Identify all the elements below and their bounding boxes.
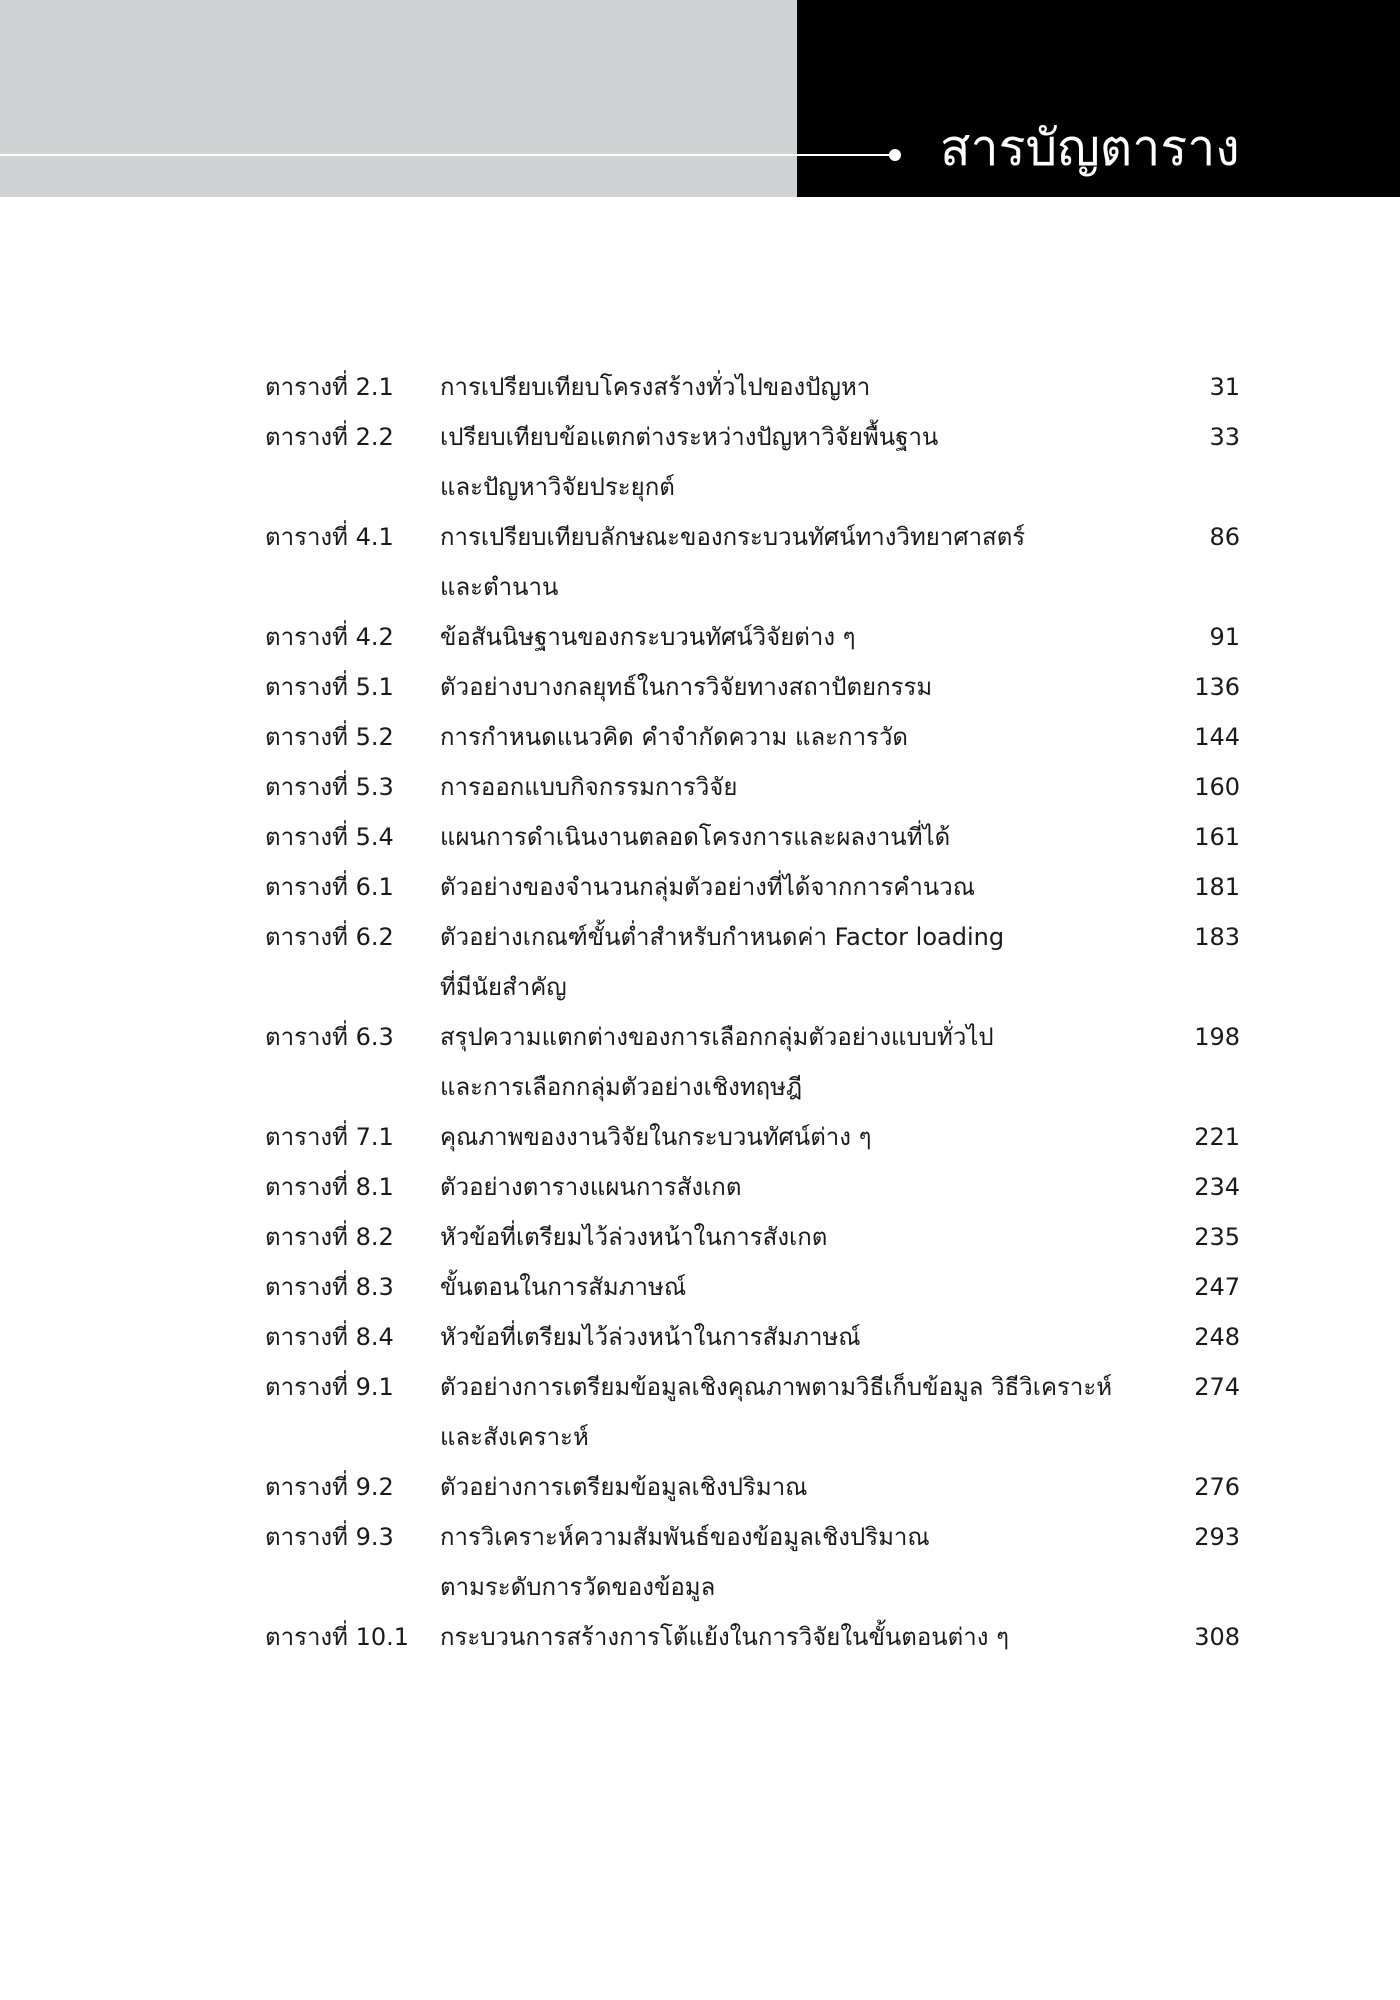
toc-entry-title-line: ขั้นตอนในการสัมภาษณ์ <box>440 1273 687 1301</box>
toc-entry-title-line: และสังเคราะห์ <box>440 1423 589 1451</box>
toc-entry-title-line: การกำหนดแนวคิด คำจำกัดความ และการวัด <box>440 723 909 751</box>
toc-entry-title <box>440 512 1160 612</box>
toc-entry-page-number: 198 <box>1194 1023 1240 1051</box>
header-rule-line <box>0 154 890 156</box>
toc-entry-title-line: ข้อสันนิษฐานของกระบวนทัศน์วิจัยต่าง ๆ <box>440 623 856 651</box>
toc-entry <box>265 1162 1240 1212</box>
toc-entry-label: ตารางที่ 8.4 <box>265 1323 394 1351</box>
toc-entry-title-line: หัวข้อที่เตรียมไว้ล่วงหน้าในการสังเกต <box>440 1223 828 1251</box>
toc-entry <box>265 712 1240 762</box>
toc-entry-title-line: ตัวอย่างตารางแผนการสังเกต <box>440 1173 742 1201</box>
toc-entry-title <box>440 812 1160 862</box>
toc-entry-page-number: 248 <box>1194 1323 1240 1351</box>
toc-entry-title <box>440 412 1160 512</box>
toc-entry-label: ตารางที่ 2.2 <box>265 423 394 451</box>
toc-entry-label: ตารางที่ 2.1 <box>265 373 394 401</box>
toc-entry-page-number: 276 <box>1194 1473 1240 1501</box>
toc-entry-title-line: สรุปความแตกต่างของการเลือกกลุ่มตัวอย่างแบบทั่วไป <box>440 1023 994 1051</box>
toc-entry-title-line: ตัวอย่างการเตรียมข้อมูลเชิงปริมาณ <box>440 1473 808 1501</box>
table-of-contents-list <box>265 362 1240 1662</box>
toc-entry <box>265 1262 1240 1312</box>
toc-entry-title <box>440 1512 1160 1612</box>
toc-entry <box>265 762 1240 812</box>
toc-entry <box>265 812 1240 862</box>
toc-entry-page-number: 33 <box>1209 423 1240 451</box>
toc-entry-label: ตารางที่ 5.2 <box>265 723 394 751</box>
toc-entry-label: ตารางที่ 8.1 <box>265 1173 394 1201</box>
toc-entry-title-line: และการเลือกกลุ่มตัวอย่างเชิงทฤษฎี <box>440 1073 803 1101</box>
toc-entry <box>265 1612 1240 1662</box>
toc-entry-title-line: การวิเคราะห์ความสัมพันธ์ของข้อมูลเชิงปริมาณ <box>440 1523 930 1551</box>
toc-entry-page-number: 293 <box>1194 1523 1240 1551</box>
toc-entry <box>265 412 1240 512</box>
toc-entry-page-number: 91 <box>1209 623 1240 651</box>
toc-entry-title <box>440 612 1160 662</box>
toc-entry-page-number: 235 <box>1194 1223 1240 1251</box>
toc-entry-label: ตารางที่ 5.4 <box>265 823 394 851</box>
toc-entry-title-line: และตำนาน <box>440 573 559 601</box>
toc-entry-label: ตารางที่ 9.3 <box>265 1523 394 1551</box>
toc-entry-title <box>440 862 1160 912</box>
toc-entry-page-number: 144 <box>1194 723 1240 751</box>
page-title: สารบัญตาราง <box>940 119 1240 177</box>
toc-entry-title <box>440 1212 1160 1262</box>
toc-entry-title-line: การเปรียบเทียบโครงสร้างทั่วไปของปัญหา <box>440 373 871 401</box>
toc-entry-title <box>440 912 1160 1012</box>
bullet-dot-icon <box>889 149 901 161</box>
toc-entry-title <box>440 1162 1160 1212</box>
toc-entry-title-line: ที่มีนัยสำคัญ <box>440 973 567 1001</box>
toc-entry-page-number: 161 <box>1194 823 1240 851</box>
toc-entry <box>265 1112 1240 1162</box>
toc-entry-page-number: 221 <box>1194 1123 1240 1151</box>
toc-entry-title <box>440 1012 1160 1112</box>
toc-entry <box>265 1462 1240 1512</box>
toc-entry-title <box>440 762 1160 812</box>
toc-entry-title-line: กระบวนการสร้างการโต้แย้งในการวิจัยในขั้นตอนต่าง ๆ <box>440 1623 1009 1651</box>
toc-entry-label: ตารางที่ 4.2 <box>265 623 394 651</box>
toc-entry-page-number: 308 <box>1194 1623 1240 1651</box>
toc-entry-title <box>440 662 1160 712</box>
toc-entry <box>265 362 1240 412</box>
toc-entry-page-number: 86 <box>1209 523 1240 551</box>
toc-entry-page-number: 234 <box>1194 1173 1240 1201</box>
toc-entry-title-line: เปรียบเทียบข้อแตกต่างระหว่างปัญหาวิจัยพื้นฐาน <box>440 423 939 451</box>
toc-entry-title <box>440 1312 1160 1362</box>
toc-entry-title-line: และปัญหาวิจัยประยุกต์ <box>440 473 675 501</box>
toc-entry <box>265 1512 1240 1612</box>
toc-entry-page-number: 181 <box>1194 873 1240 901</box>
toc-entry <box>265 1362 1240 1462</box>
toc-entry-label: ตารางที่ 10.1 <box>265 1623 410 1651</box>
toc-entry-label: ตารางที่ 8.2 <box>265 1223 394 1251</box>
toc-entry-page-number: 31 <box>1209 373 1240 401</box>
header-gray-band <box>0 0 797 197</box>
toc-entry-label: ตารางที่ 6.2 <box>265 923 394 951</box>
toc-entry <box>265 862 1240 912</box>
toc-entry-title-line: ตัวอย่างเกณฑ์ขั้นต่ำสำหรับกำหนดค่า Factor loading <box>440 923 1005 951</box>
toc-entry-title-line: ตัวอย่างของจำนวนกลุ่มตัวอย่างที่ได้จากการคำนวณ <box>440 873 976 901</box>
toc-entry-title-line: หัวข้อที่เตรียมไว้ล่วงหน้าในการสัมภาษณ์ <box>440 1323 861 1351</box>
toc-entry-title <box>440 1612 1160 1662</box>
toc-entry-title-line: ตามระดับการวัดของข้อมูล <box>440 1573 716 1601</box>
toc-entry-label: ตารางที่ 8.3 <box>265 1273 394 1301</box>
toc-entry-label: ตารางที่ 6.1 <box>265 873 394 901</box>
toc-entry-title-line: ตัวอย่างบางกลยุทธ์ในการวิจัยทางสถาปัตยกรรม <box>440 673 933 701</box>
toc-entry-title-line: การออกแบบกิจกรรมการวิจัย <box>440 773 738 801</box>
toc-entry-title <box>440 362 1160 412</box>
toc-entry-page-number: 160 <box>1194 773 1240 801</box>
toc-entry-label: ตารางที่ 5.1 <box>265 673 394 701</box>
toc-entry <box>265 1012 1240 1112</box>
toc-entry <box>265 512 1240 612</box>
toc-entry-page-number: 183 <box>1194 923 1240 951</box>
toc-entry <box>265 1212 1240 1262</box>
toc-entry-title <box>440 712 1160 762</box>
toc-entry <box>265 912 1240 1012</box>
toc-entry-label: ตารางที่ 5.3 <box>265 773 394 801</box>
toc-entry-label: ตารางที่ 4.1 <box>265 523 394 551</box>
toc-entry-label: ตารางที่ 6.3 <box>265 1023 394 1051</box>
toc-entry-title <box>440 1462 1160 1512</box>
toc-entry-title-line: การเปรียบเทียบลักษณะของกระบวนทัศน์ทางวิทยาศาสตร์ <box>440 523 1026 551</box>
toc-entry-label: ตารางที่ 9.2 <box>265 1473 394 1501</box>
toc-entry-title-line: ตัวอย่างการเตรียมข้อมูลเชิงคุณภาพตามวิธีเก็บข้อมูล วิธีวิเคราะห์ <box>440 1373 1113 1401</box>
toc-entry-title <box>440 1262 1160 1312</box>
toc-entry-page-number: 136 <box>1194 673 1240 701</box>
toc-entry-title-line: แผนการดำเนินงานตลอดโครงการและผลงานที่ได้ <box>440 823 951 851</box>
toc-entry-label: ตารางที่ 7.1 <box>265 1123 394 1151</box>
toc-entry-page-number: 247 <box>1194 1273 1240 1301</box>
toc-entry-page-number: 274 <box>1194 1373 1240 1401</box>
toc-entry <box>265 612 1240 662</box>
toc-entry <box>265 1312 1240 1362</box>
toc-entry-title <box>440 1112 1160 1162</box>
toc-entry-label: ตารางที่ 9.1 <box>265 1373 394 1401</box>
toc-entry <box>265 662 1240 712</box>
toc-entry-title-line: คุณภาพของงานวิจัยในกระบวนทัศน์ต่าง ๆ <box>440 1123 872 1151</box>
toc-entry-title <box>440 1362 1160 1462</box>
